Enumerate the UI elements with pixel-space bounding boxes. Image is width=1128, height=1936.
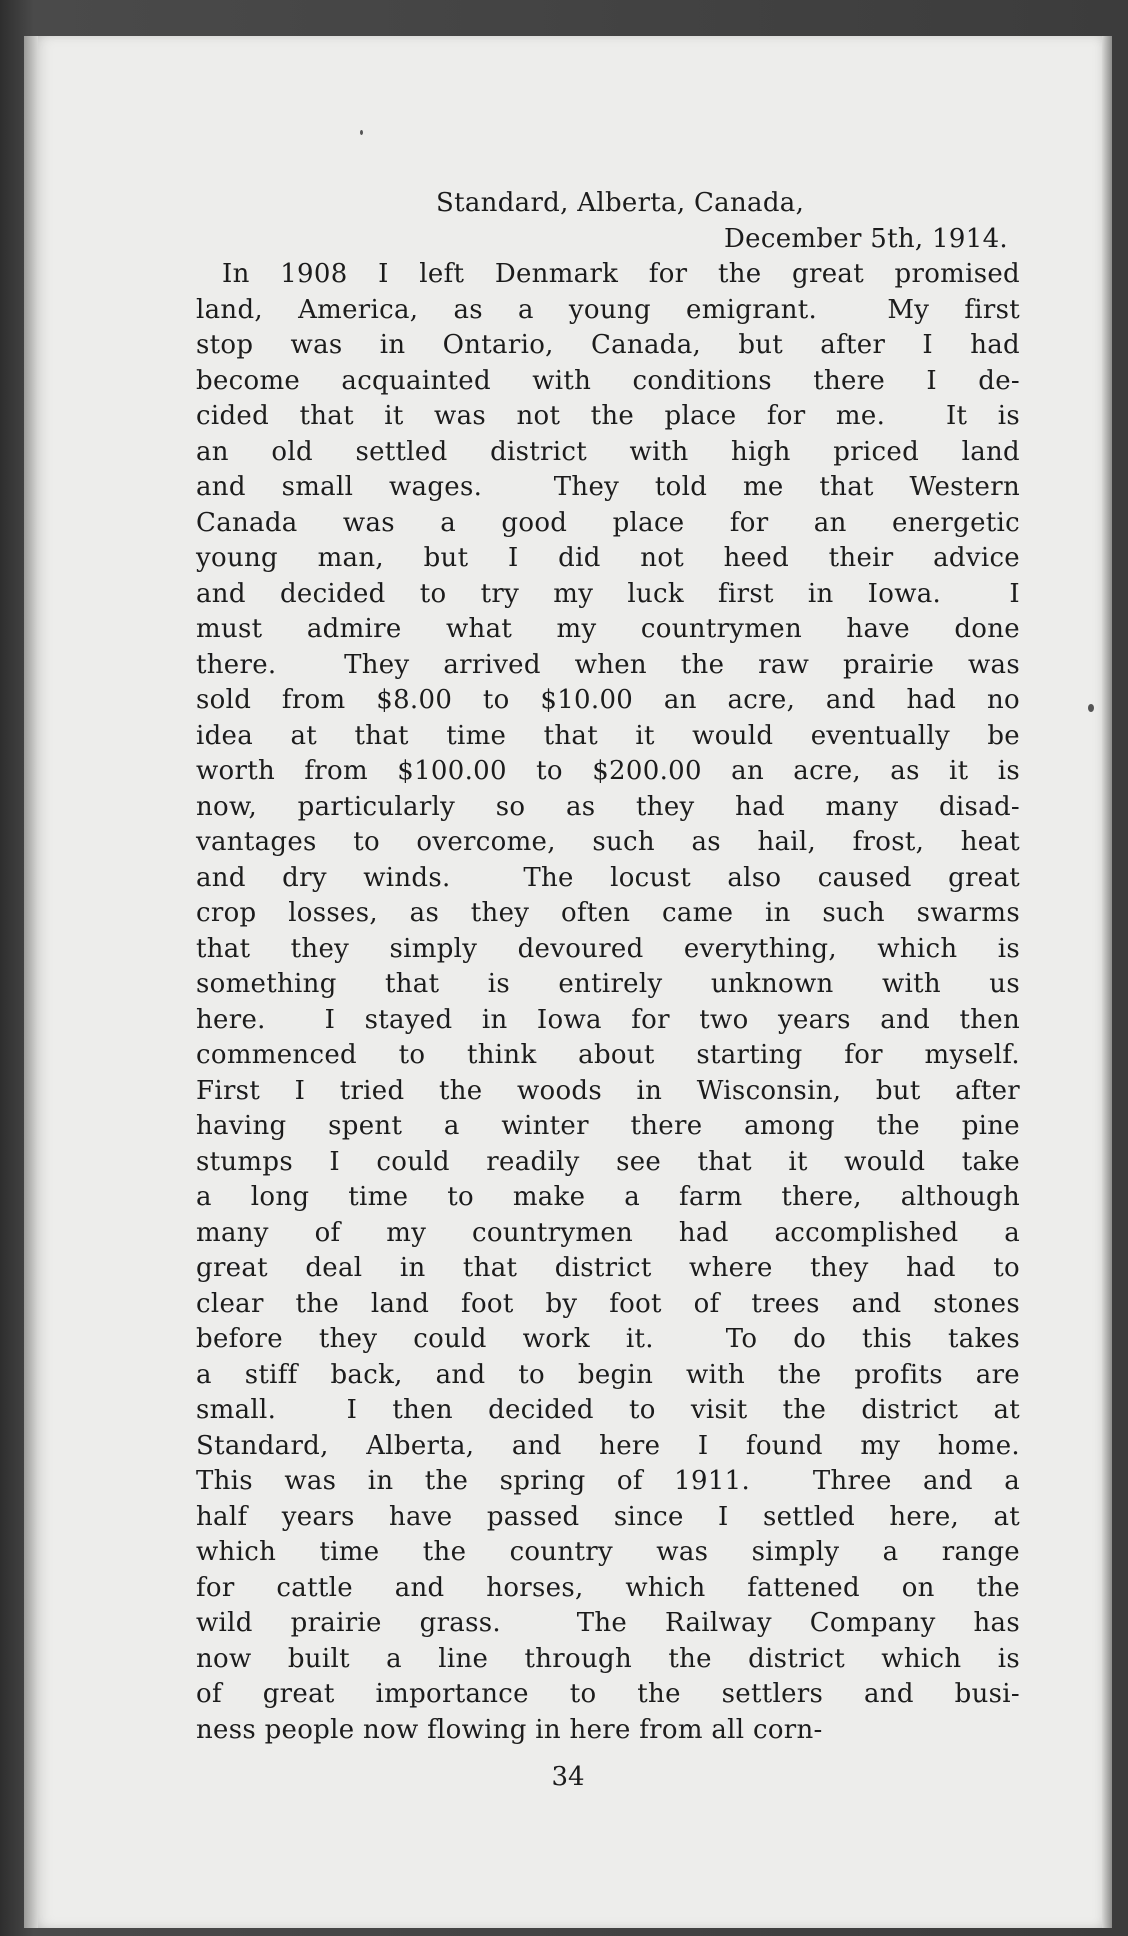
book-page — [24, 36, 1112, 1928]
text-line: Canada was a good place for an energetic — [196, 507, 1020, 538]
text-line: ness people now flowing in here from all corn- — [196, 1714, 823, 1745]
text-line: for cattle and horses, which fattened on the — [196, 1572, 1020, 1603]
page-outer-edge — [1102, 36, 1112, 1928]
text-line: worth from $100.00 to $200.00 an acre, as it is — [196, 756, 1020, 786]
text-line: become acquainted with conditions there I de- — [196, 365, 1020, 396]
scan-speck — [360, 130, 363, 135]
text-line: stumps I could readily see that it would take — [196, 1146, 1020, 1177]
text-line: great deal in that district where they had to — [196, 1253, 1020, 1283]
text-line: commenced to think about starting for myself. — [196, 1040, 1020, 1070]
text-line: an old settled district with high priced land — [196, 436, 1020, 467]
text-line: there. They arrived when the raw prairie was — [196, 649, 1020, 680]
text-line: cided that it was not the place for me. It is — [196, 401, 1020, 431]
text-line: here. I stayed in Iowa for two years and then — [196, 1004, 1020, 1035]
text-line: and dry winds. The locust also caused great — [196, 862, 1020, 893]
text-line: idea at that time that it would eventually be — [196, 720, 1020, 751]
text-line: crop losses, as they often came in such swarms — [196, 898, 1020, 928]
text-line: now, particularly so as they had many disad- — [196, 791, 1020, 822]
page-gutter-shadow — [24, 36, 38, 1928]
text-line: many of my countrymen had accomplished a — [196, 1217, 1020, 1248]
text-line: small. I then decided to visit the district at — [196, 1395, 1020, 1425]
text-line: that they simply devoured everything, which is — [196, 933, 1020, 964]
letter-place: Standard, Alberta, Canada, — [436, 188, 805, 218]
text-line: wild prairie grass. The Railway Company has — [196, 1608, 1020, 1638]
text-line: a long time to make a farm there, although — [196, 1182, 1020, 1212]
text-line: a stiff back, and to begin with the profits are — [196, 1359, 1020, 1390]
text-line: half years have passed since I settled here, at — [196, 1501, 1020, 1532]
text-line: This was in the spring of 1911. Three and a — [196, 1466, 1020, 1496]
text-line: and small wages. They told me that Western — [196, 472, 1020, 502]
text-line: First I tried the woods in Wisconsin, but after — [196, 1075, 1020, 1106]
page-number: 34 — [551, 1762, 585, 1792]
text-line: Standard, Alberta, and here I found my home. — [196, 1430, 1020, 1461]
text-line: having spent a winter there among the pine — [196, 1111, 1020, 1141]
text-line: stop was in Ontario, Canada, but after I had — [196, 330, 1020, 360]
text-line: something that is entirely unknown with us — [196, 969, 1020, 999]
text-line: now built a line through the district which is — [196, 1643, 1020, 1674]
text-line: clear the land foot by foot of trees and stones — [196, 1288, 1020, 1319]
text-line: before they could work it. To do this takes — [196, 1324, 1020, 1354]
text-line: land, America, as a young emigrant. My first — [196, 294, 1020, 325]
text-line: sold from $8.00 to $10.00 an acre, and had no — [196, 685, 1020, 715]
text-line: which time the country was simply a range — [196, 1537, 1020, 1567]
letter-body — [196, 257, 1020, 1748]
letter-text — [196, 186, 1020, 1748]
text-line: In 1908 I left Denmark for the great promised — [222, 259, 1020, 289]
text-line: must admire what my countrymen have done — [196, 614, 1020, 644]
letter-date: December 5th, 1914. — [724, 223, 1008, 254]
text-line: and decided to try my luck first in Iowa. I — [196, 578, 1020, 609]
scan-speck — [1088, 704, 1094, 712]
text-line: of great importance to the settlers and busi- — [196, 1679, 1020, 1709]
text-line: vantages to overcome, such as hail, frost, heat — [196, 827, 1020, 857]
text-line: young man, but I did not heed their advice — [196, 543, 1020, 573]
